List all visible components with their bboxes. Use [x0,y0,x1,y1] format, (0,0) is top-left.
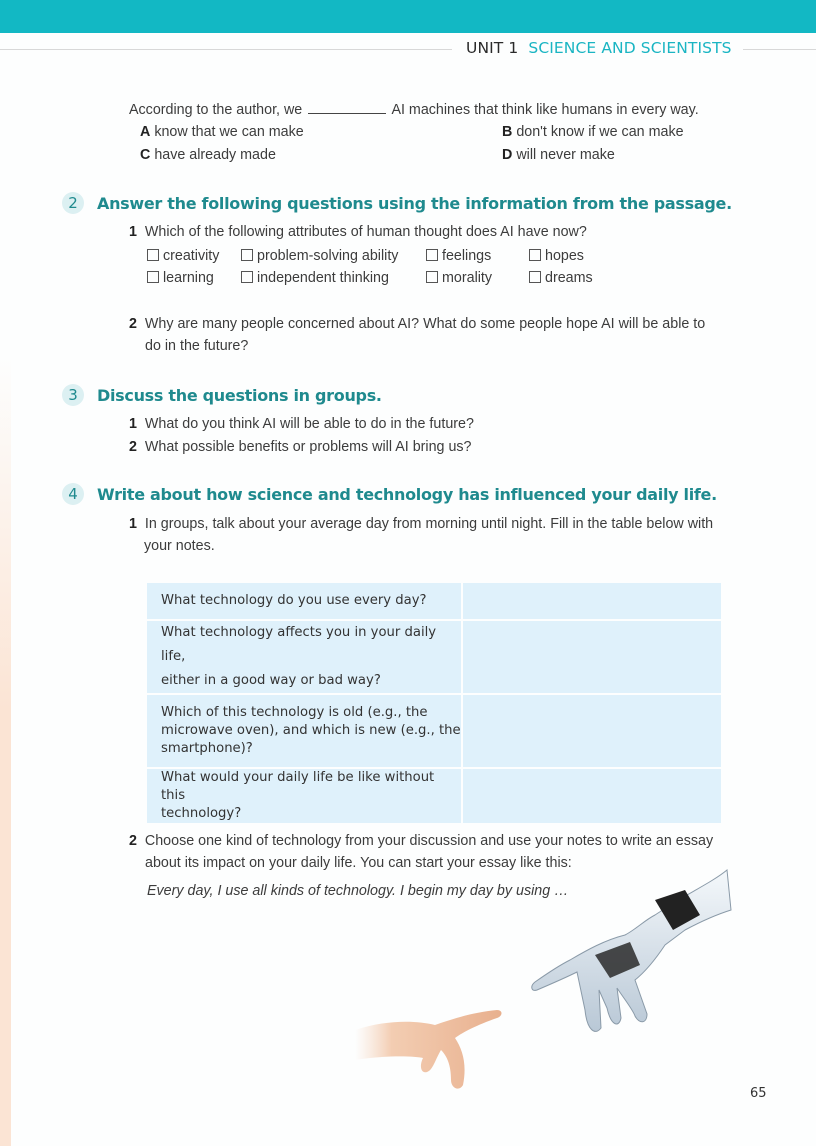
option-b[interactable] [502,124,684,140]
question-text: Which of this technology is old (e.g., the [161,705,428,720]
question-item [129,416,474,432]
unit-header [466,39,732,57]
option-letter: B [502,124,513,140]
unit-number: UNIT 1 [466,39,519,57]
stem-after: AI machines that think like humans in every way. [391,102,699,118]
checkbox-dreams[interactable] [529,270,593,286]
checkbox-label: morality [442,270,493,286]
question-text: technology? [161,806,242,821]
checkbox-icon[interactable] [241,271,253,283]
section-number-badge: 4 [62,483,84,505]
section-2-heading [62,192,732,214]
unit-title: SCIENCE AND SCIENTISTS [528,39,732,57]
option-letter: D [502,147,513,163]
checkbox-label: independent thinking [257,270,389,286]
question-text: What technology do you use every day? [161,593,427,608]
checkbox-label: dreams [545,270,593,286]
checkbox-label: feelings [442,248,492,264]
question-text: smartphone)? [161,741,253,756]
section-4-heading [62,483,717,505]
table-row [147,695,721,767]
section-title: Write about how science and technology has influenced your daily life. [97,484,717,504]
side-decoration-stripe [0,355,11,1146]
section-title: Answer the following questions using the information from the passage. [97,193,732,213]
checkbox-label: creativity [163,248,220,264]
option-text: will never make [516,147,615,163]
checkbox-icon[interactable] [147,271,159,283]
table-question [147,769,461,823]
table-row [147,769,721,823]
option-c[interactable] [140,147,276,163]
section-title: Discuss the questions in groups. [97,385,382,405]
robot-hand [532,870,731,1031]
hands-illustration [355,860,735,1100]
question-item [129,224,587,240]
item-text: Why are many people concerned about AI? What do some people hope AI will be able to [144,316,706,332]
answer-blank[interactable] [308,101,386,114]
checkbox-label: problem-solving ability [257,248,399,264]
checkbox-icon[interactable] [241,249,253,261]
checkbox-hopes[interactable] [529,248,584,264]
question-item [129,439,472,455]
checkbox-icon[interactable] [426,271,438,283]
item-text: In groups, talk about your average day from morning until night. Fill in the table below with [144,516,714,532]
checkbox-icon[interactable] [529,271,541,283]
page-number: 65 [750,1086,767,1101]
question-text: either in a good way or bad way? [161,673,381,688]
item-number: 2 [129,439,137,455]
option-d[interactable] [502,147,615,163]
stem-before: According to the author, we [129,102,303,118]
table-question [147,695,461,767]
option-text: know that we can make [154,124,304,140]
checkbox-icon[interactable] [426,249,438,261]
table-answer-cell[interactable] [463,583,721,619]
question-item [129,316,705,332]
item-number: 1 [129,416,137,432]
question-item-continued: your notes. [144,538,215,554]
item-text: Choose one kind of technology from your discussion and use your notes to write an essay [144,833,714,849]
question-item [129,833,713,849]
option-text: have already made [154,147,276,163]
table-answer-cell[interactable] [463,621,721,693]
item-number: 1 [129,516,137,532]
section-number-badge: 2 [62,192,84,214]
question-text: What would your daily life be like without this [161,770,435,803]
item-number: 1 [129,224,137,240]
checkbox-independent-thinking[interactable] [241,270,389,286]
header-rule [0,49,452,50]
human-hand-shape [355,1010,502,1089]
checkbox-learning[interactable] [147,270,214,286]
checkbox-creativity[interactable] [147,248,219,264]
checkbox-label: learning [163,270,214,286]
section-3-heading [62,384,382,406]
item-text: What do you think AI will be able to do in the future? [144,416,474,432]
option-letter: A [140,124,151,140]
checkbox-feelings[interactable] [426,248,491,264]
checkbox-morality[interactable] [426,270,492,286]
question-stem [129,101,699,118]
section-number-badge: 3 [62,384,84,406]
checkbox-icon[interactable] [529,249,541,261]
table-question [147,583,461,619]
notes-table [145,581,723,825]
question-text: What technology affects you in your daily life, [161,625,437,664]
question-item-continued: about its impact on your daily life. You can start your essay like this: [145,855,572,871]
option-letter: C [140,147,151,163]
item-number: 2 [129,833,137,849]
table-row [147,583,721,619]
item-number: 2 [129,316,137,332]
table-row [147,621,721,693]
table-question [147,621,461,693]
human-hand [355,1010,502,1089]
top-color-bar [0,0,816,33]
question-item-continued: do in the future? [145,338,249,354]
table-answer-cell[interactable] [463,769,721,823]
question-text: microwave oven), and which is new (e.g., the [161,723,461,738]
question-item [129,516,713,532]
checkbox-problem-solving[interactable] [241,248,398,264]
option-a[interactable] [140,124,304,140]
header-rule [743,49,816,50]
table-answer-cell[interactable] [463,695,721,767]
item-text: Which of the following attributes of human thought does AI have now? [144,224,587,240]
checkbox-icon[interactable] [147,249,159,261]
option-text: don't know if we can make [516,124,684,140]
item-text: What possible benefits or problems will AI bring us? [144,439,472,455]
checkbox-label: hopes [545,248,584,264]
essay-starter: Every day, I use all kinds of technology. I begin my day by using … [147,883,569,899]
